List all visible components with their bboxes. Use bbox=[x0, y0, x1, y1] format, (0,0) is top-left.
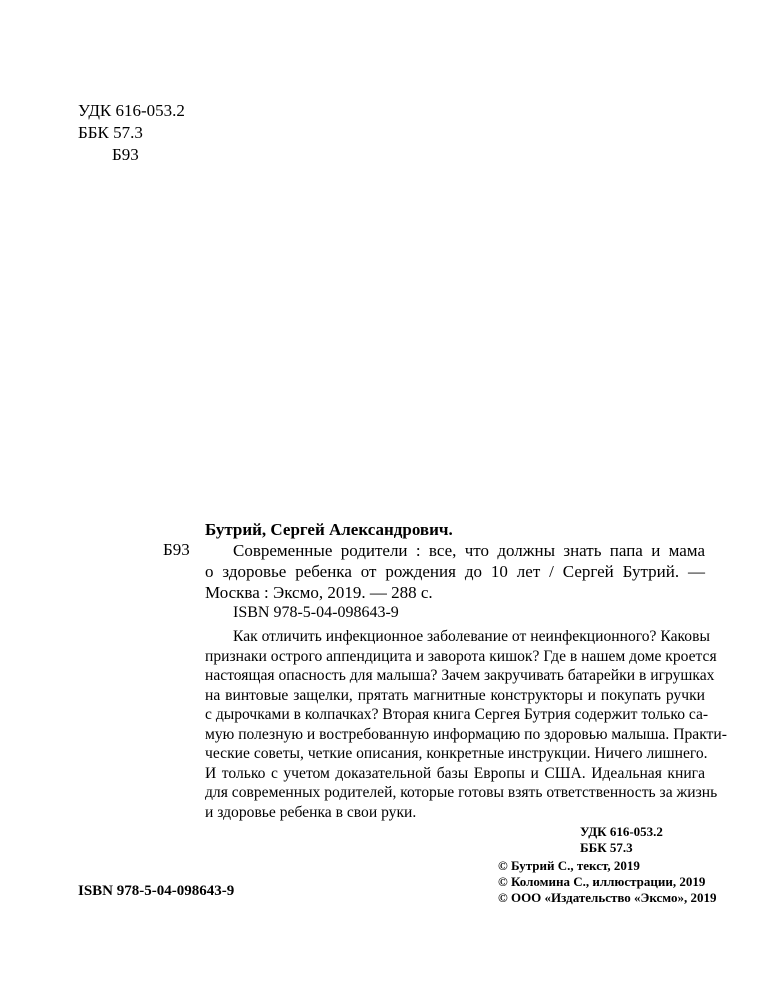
annotation-line: ческие советы, четкие описания, конкретные инструкции. Ничего лишнего. bbox=[205, 745, 708, 762]
copyright-line: © Коломина С., иллюстрации, 2019 bbox=[498, 874, 706, 889]
bottom-isbn: ISBN 978-5-04-098643-9 bbox=[78, 883, 235, 899]
annotation-line: признаки острого аппендицита и заворота кишок? Где в нашем доме кроется bbox=[205, 647, 717, 665]
catalog-author: Бутрий, Сергей Александрович. bbox=[205, 520, 453, 539]
annotation-line: мую полезную и востребованную информацию по здоровью малыша. Практи- bbox=[205, 725, 727, 743]
top-bbk-code: ББК 57.3 bbox=[78, 123, 143, 142]
bottom-bbk-code: ББК 57.3 bbox=[580, 840, 633, 855]
annotation-line: настоящая опасность для малыша? Зачем закручивать батарейки в игрушках bbox=[205, 667, 715, 684]
annotation-line: и здоровье ребенка в свои руки. bbox=[205, 803, 417, 821]
copyright-block bbox=[498, 858, 717, 906]
top-udk-code: УДК 616-053.2 bbox=[78, 101, 185, 120]
annotation-line: для современных родителей, которые готовы взять ответственность за жизнь bbox=[205, 784, 718, 801]
top-author-mark: Б93 bbox=[112, 145, 139, 164]
catalog-description bbox=[205, 540, 705, 603]
catalog-author-mark: Б93 bbox=[163, 540, 190, 559]
catalog-description-line: о здоровье ребенка от рождения до 10 лет / Сергей Бутрий. — bbox=[205, 562, 705, 581]
annotation-line: Как отличить инфекционное заболевание от неинфекционного? Каковы bbox=[233, 628, 710, 645]
copyright-line: © Бутрий С., текст, 2019 bbox=[498, 858, 640, 873]
catalog-description-line: Современные родители : все, что должны знать папа и мама bbox=[233, 541, 705, 560]
annotation-line: на винтовые защелки, прятать магнитные конструкторы и покупать ручки bbox=[205, 686, 705, 704]
catalog-isbn: ISBN 978-5-04-098643-9 bbox=[233, 604, 399, 621]
annotation-line: с дырочками в колпачках? Вторая книга Сергея Бутрия содержит только са- bbox=[205, 706, 709, 723]
catalog-description-line: Москва : Эксмо, 2019. — 288 с. bbox=[205, 583, 433, 602]
annotation bbox=[205, 627, 727, 822]
annotation-line: И только с учетом доказательной базы Европы и США. Идеальная книга bbox=[205, 764, 705, 782]
bottom-udk-code: УДК 616-053.2 bbox=[580, 824, 663, 839]
copyright-line: © ООО «Издательство «Эксмо», 2019 bbox=[498, 890, 717, 905]
bottom-codes bbox=[580, 824, 705, 856]
